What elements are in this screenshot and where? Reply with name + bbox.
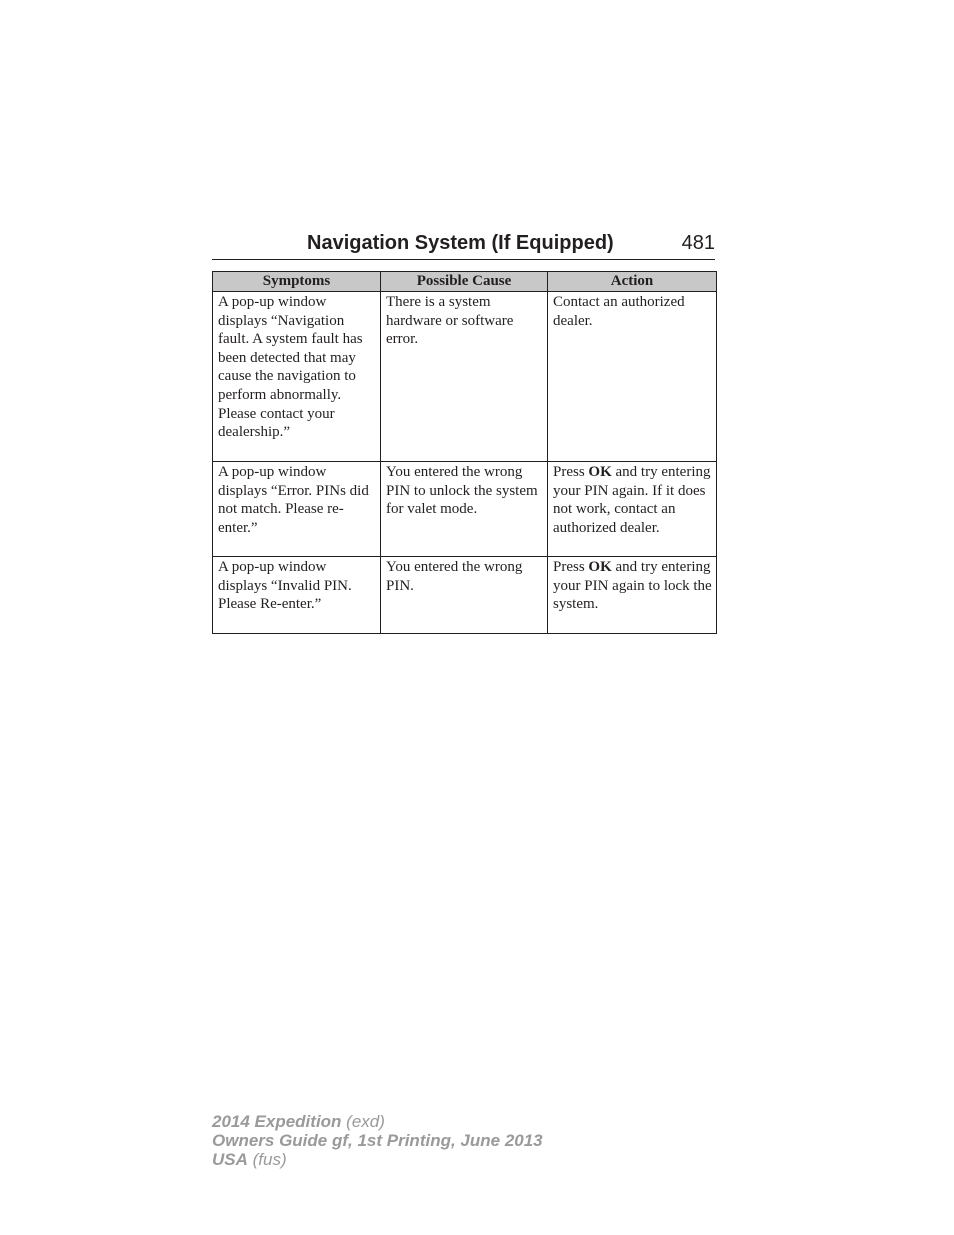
symptom-cell: A pop-up window displays “Navigation fault. A system fault has been detected that may cause the navigation to perform abnormally. Please contact your dealership.” bbox=[213, 292, 381, 462]
column-header-possible-cause: Possible Cause bbox=[381, 272, 548, 292]
footer-model: 2014 Expedition bbox=[212, 1112, 342, 1131]
ok-key-label: OK bbox=[588, 464, 612, 480]
action-text-post: and try entering your PIN again to lock the system. bbox=[553, 559, 712, 613]
table-header-row bbox=[213, 272, 717, 292]
column-header-action: Action bbox=[548, 272, 717, 292]
cause-cell: There is a system hardware or software error. bbox=[381, 292, 548, 462]
ok-key-label: OK bbox=[588, 559, 612, 575]
table-row bbox=[213, 557, 717, 634]
footer-model-line bbox=[212, 1112, 543, 1131]
page-header bbox=[212, 228, 715, 260]
column-header-symptoms: Symptoms bbox=[213, 272, 381, 292]
symptom-cell: A pop-up window displays “Error. PINs did not match. Please re-enter.” bbox=[213, 462, 381, 557]
action-cell bbox=[548, 462, 717, 557]
action-cell bbox=[548, 557, 717, 634]
action-text-post: and try entering your PIN again. If it does not work, contact an authorized dealer. bbox=[553, 464, 711, 536]
action-text-pre: Press bbox=[553, 464, 585, 480]
footer-guide: Owners Guide gf, 1st Printing, June 2013 bbox=[212, 1131, 543, 1150]
table-row bbox=[213, 462, 717, 557]
footer-model-code: (exd) bbox=[346, 1112, 385, 1131]
page-number: 481 bbox=[681, 232, 715, 254]
page-title: Navigation System (If Equipped) bbox=[307, 232, 614, 254]
cause-cell: You entered the wrong PIN to unlock the system for valet mode. bbox=[381, 462, 548, 557]
footer-market-code: (fus) bbox=[252, 1150, 287, 1169]
troubleshooting-table bbox=[212, 271, 717, 634]
cause-cell: You entered the wrong PIN. bbox=[381, 557, 548, 634]
action-cell: Contact an authorized dealer. bbox=[548, 292, 717, 462]
page-footer bbox=[212, 1112, 543, 1169]
footer-guide-line bbox=[212, 1131, 543, 1150]
footer-market-line bbox=[212, 1150, 543, 1169]
footer-market: USA bbox=[212, 1150, 248, 1169]
symptom-cell: A pop-up window displays “Invalid PIN. Please Re-enter.” bbox=[213, 557, 381, 634]
table-row bbox=[213, 292, 717, 462]
action-text-pre: Press bbox=[553, 559, 585, 575]
